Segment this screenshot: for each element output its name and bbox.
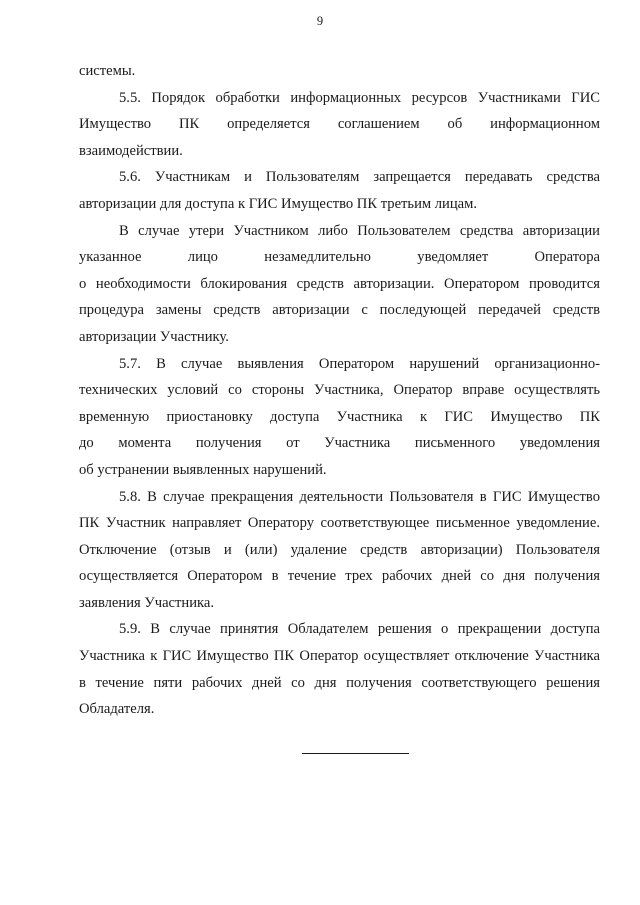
loss-paragraph-line-4: процедура замены средств авторизации с последующей передачей средств [79, 302, 600, 319]
loss-paragraph-line-1: В случае утери Участником либо Пользователем средства авторизации [119, 222, 600, 239]
document-body [79, 58, 600, 723]
section-5-9-line-4: Обладателя. [79, 701, 155, 718]
section-5-7-line-1: 5.7. В случае выявления Оператором нарушений организационно- [119, 355, 600, 372]
section-5-5-line-3: взаимодействии. [79, 142, 183, 159]
section-5-5-line-2: Имущество ПК определяется соглашением об информационном [79, 116, 600, 133]
section-5-5-line-1: 5.5. Порядок обработки информационных ресурсов Участниками ГИС [119, 89, 600, 106]
closing-rule [302, 753, 409, 754]
section-5-8-line-4: осуществляется Оператором в течение трех рабочих дней со дня получения [79, 568, 600, 585]
section-5-8-line-1: 5.8. В случае прекращения деятельности Пользователя в ГИС Имущество [119, 488, 600, 505]
text-line: системы. [79, 63, 136, 79]
section-5-7-line-5: об устранении выявленных нарушений. [79, 461, 327, 478]
loss-paragraph-line-3: о необходимости блокирования средств авторизации. Оператором проводится [79, 275, 600, 292]
section-5-8-line-5: заявления Участника. [79, 594, 215, 611]
section-5-8-line-2: ПК Участник направляет Оператору соответствующее письменное уведомление. [79, 515, 600, 532]
section-5-9-line-3: в течение пяти рабочих дней со дня получения соответствующего решения [79, 674, 600, 691]
section-5-7-line-2: технических условий со стороны Участника, Оператор вправе осуществлять [79, 382, 600, 399]
section-5-6-line-1: 5.6. Участникам и Пользователям запрещается передавать средства [119, 169, 600, 186]
section-5-9-line-1: 5.9. В случае принятия Обладателем решения о прекращении доступа [119, 621, 600, 638]
section-5-8-line-3: Отключение (отзыв и (или) удаление средств авторизации) Пользователя [79, 541, 600, 558]
section-5-6-line-2: авторизации для доступа к ГИС Имущество ПК третьим лицам. [79, 195, 478, 212]
section-5-7-line-4: до момента получения от Участника письменного уведомления [79, 435, 600, 452]
loss-paragraph-line-5: авторизации Участнику. [79, 328, 229, 345]
section-5-7-line-3: временную приостановку доступа Участника к ГИС Имущество ПК [79, 408, 600, 425]
loss-paragraph-line-2: указанное лицо незамедлительно уведомляет Оператора [79, 249, 600, 266]
section-5-9-line-2: Участника к ГИС Имущество ПК Оператор осуществляет отключение Участника [79, 648, 600, 665]
page-number: 9 [316, 14, 324, 28]
